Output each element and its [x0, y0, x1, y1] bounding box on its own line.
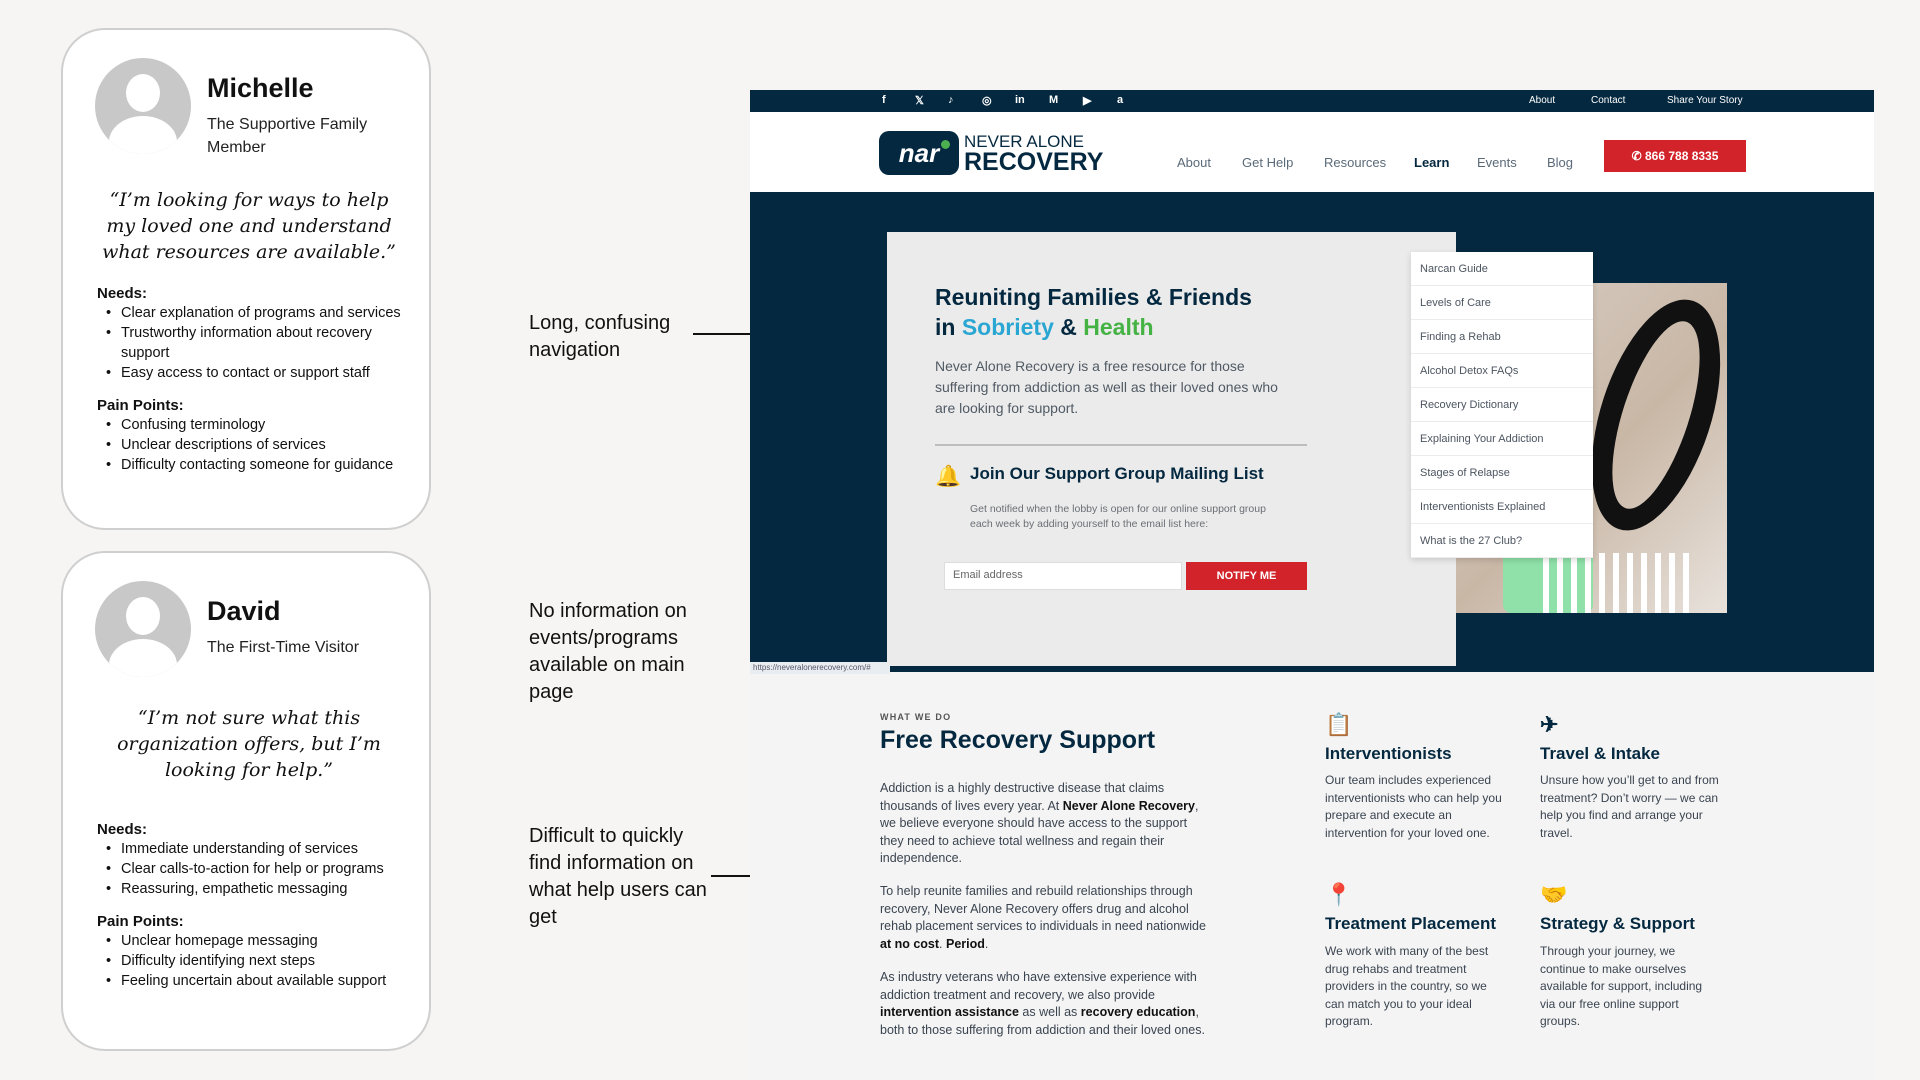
learn-dropdown-menu: [1411, 252, 1593, 558]
list-item: • Unclear descriptions of services: [97, 435, 401, 455]
divider: [935, 444, 1307, 446]
persona-card-michelle: [61, 28, 431, 530]
annotation-navigation: Long, confusing navigation: [529, 312, 671, 361]
top-bar: [750, 90, 1874, 112]
list-item: • Immediate understanding of services: [97, 839, 401, 859]
hero-panel: [887, 232, 1456, 666]
plane-icon: ✈: [1540, 712, 1559, 737]
avatar-placeholder-icon: [95, 581, 191, 677]
service-title-treatment: Treatment Placement: [1325, 914, 1497, 933]
phone-icon: ✆: [1631, 149, 1645, 163]
main-nav: [750, 112, 1874, 192]
email-input[interactable]: Email address: [944, 562, 1182, 590]
top-link-contact[interactable]: Contact: [1591, 95, 1626, 106]
website-screenshot: [750, 90, 1874, 1080]
bell-icon: 🔔: [935, 465, 962, 488]
instagram-icon[interactable]: ◎: [982, 95, 992, 107]
pain-points-list: [97, 415, 401, 475]
annotation-help: Difficult to quickly find information on what help users can get: [529, 825, 707, 928]
section-title: Free Recovery Support: [880, 726, 1156, 754]
logo-text-bottom: RECOVERY: [964, 148, 1104, 176]
top-link-share-story[interactable]: Share Your Story: [1667, 95, 1743, 106]
menu-item-stages-of-relapse[interactable]: Stages of Relapse: [1411, 456, 1593, 490]
service-desc-travel: Unsure how you’ll get to and from treatment? Don’t worry — we can help you find and arrange your travel.: [1540, 773, 1719, 840]
phone-button[interactable]: ✆ 866 788 8335: [1604, 140, 1746, 172]
hero-section: [750, 192, 1874, 672]
list-item: • Trustworthy information about recovery support: [97, 323, 401, 363]
pain-points-list: [97, 931, 401, 991]
list-item: • Clear calls-to-action for help or programs: [97, 859, 401, 879]
service-desc-strategy: Through your journey, we continue to make ourselves available for support, including via our free online support groups.: [1540, 944, 1703, 1028]
body-paragraph-2: To help reunite families and rebuild relationships through recovery, Never Alone Recovery offers drug and alcohol rehab placement services to individuals in need nationwide at no cost. Period.: [880, 884, 1206, 951]
service-title-travel: Travel & Intake: [1540, 744, 1661, 763]
persona-role: The First-Time Visitor: [207, 639, 360, 656]
linkedin-icon[interactable]: in: [1015, 94, 1025, 106]
body-paragraph-3: As industry veterans who have extensive experience with addiction treatment and recovery, we also provide intervention assistance as well as recovery education, both to those suffering from addiction and their loved ones.: [880, 970, 1205, 1037]
pin-icon: 📍: [1325, 882, 1353, 907]
menu-item-27-club[interactable]: What is the 27 Club?: [1411, 524, 1593, 558]
needs-title: Needs:: [97, 821, 148, 838]
tiktok-icon[interactable]: ♪: [948, 94, 954, 106]
pain-points-title: Pain Points:: [97, 397, 184, 414]
persona-name: Michelle: [207, 73, 314, 103]
handshake-icon: 🤝: [1540, 882, 1568, 907]
list-item: • Clear explanation of programs and services: [97, 303, 401, 323]
list-item: • Reassuring, empathetic messaging: [97, 879, 401, 899]
list-item: • Difficulty identifying next steps: [97, 951, 401, 971]
menu-item-levels-of-care[interactable]: Levels of Care: [1411, 286, 1593, 320]
notify-button[interactable]: NOTIFY ME: [1186, 562, 1307, 590]
menu-item-finding-a-rehab[interactable]: Finding a Rehab: [1411, 320, 1593, 354]
status-url: https://neveralonerecovery.com/#: [750, 662, 890, 674]
persona-quote: “I’m not sure what this organization offers, but I’m looking for help.”: [117, 707, 381, 781]
medium-icon[interactable]: M: [1049, 94, 1059, 106]
persona-card-david: [61, 551, 431, 1051]
menu-item-explaining-addiction[interactable]: Explaining Your Addiction: [1411, 422, 1593, 456]
amazon-icon[interactable]: a: [1117, 94, 1124, 106]
facebook-icon[interactable]: f: [882, 94, 886, 106]
menu-item-recovery-dictionary[interactable]: Recovery Dictionary: [1411, 388, 1593, 422]
youtube-icon[interactable]: ▶: [1083, 95, 1092, 107]
pain-points-title: Pain Points:: [97, 913, 184, 930]
menu-item-narcan-guide[interactable]: Narcan Guide: [1411, 252, 1593, 286]
nav-learn[interactable]: Learn: [1414, 155, 1450, 170]
section-eyebrow: WHAT WE DO: [880, 712, 952, 722]
x-icon[interactable]: 𝕏: [915, 95, 924, 107]
persona-quote: “I’m looking for ways to help my loved one and understand what resources are available.”: [102, 189, 396, 263]
body-paragraph-1: Addiction is a highly destructive disease that claims thousands of lives every year. At Never Alone Recovery, we believe everyone should have access to the support they need to achieve total wellness and regain their independence.: [880, 781, 1199, 865]
list-item: • Difficulty contacting someone for guidance: [97, 455, 401, 475]
nav-blog[interactable]: Blog: [1547, 155, 1574, 170]
logo-mark[interactable]: nar: [879, 131, 959, 175]
logo-text-top: NEVER ALONE: [964, 132, 1084, 151]
needs-list: [97, 839, 401, 899]
nav-events[interactable]: Events: [1477, 155, 1517, 170]
needs-list: [97, 303, 401, 383]
service-desc-interventionists: Our team includes experienced interventionists who can help you prepare and execute an intervention for your loved one.: [1325, 773, 1502, 840]
top-link-about[interactable]: About: [1529, 95, 1556, 106]
persona-name: David: [207, 596, 281, 626]
clipboard-icon: 📋: [1325, 712, 1353, 737]
list-item: • Unclear homepage messaging: [97, 931, 401, 951]
list-item: • Feeling uncertain about available support: [97, 971, 401, 991]
hero-title: Reuniting Families & Friends in Sobriety & Health: [935, 284, 1252, 340]
service-title-interventionists: Interventionists: [1325, 744, 1452, 763]
mailing-list-title: Join Our Support Group Mailing List: [970, 464, 1264, 483]
annotation-events: No information on events/programs available on main page: [529, 600, 687, 703]
nav-resources[interactable]: Resources: [1324, 155, 1387, 170]
service-title-strategy: Strategy & Support: [1540, 914, 1695, 933]
mailing-list-description: Get notified when the lobby is open for our online support group each week by adding yourself to the email list here:: [970, 503, 1266, 530]
avatar-placeholder-icon: [95, 58, 191, 154]
needs-title: Needs:: [97, 285, 148, 302]
nav-get-help[interactable]: Get Help: [1242, 155, 1294, 170]
menu-item-interventionists-explained[interactable]: Interventionists Explained: [1411, 490, 1593, 524]
nav-about[interactable]: About: [1177, 155, 1211, 170]
persona-role: The Supportive Family Member: [207, 116, 368, 156]
menu-item-alcohol-detox-faqs[interactable]: Alcohol Detox FAQs: [1411, 354, 1593, 388]
service-desc-treatment: We work with many of the best drug rehabs and treatment providers in the country, so we can match you to your ideal program.: [1325, 944, 1489, 1028]
hero-description: Never Alone Recovery is a free resource for those suffering from addiction as well as their loved ones who are looking for support.: [935, 358, 1278, 416]
list-item: • Easy access to contact or support staff: [97, 363, 401, 383]
list-item: • Confusing terminology: [97, 415, 401, 435]
